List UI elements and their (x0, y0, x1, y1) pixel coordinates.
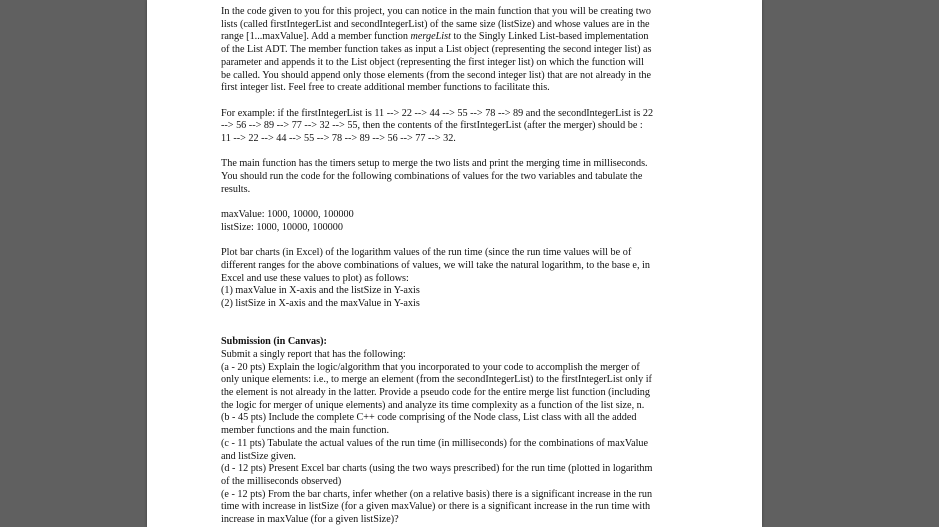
text-line: of the milliseconds observed) (221, 475, 342, 487)
text-line: be called. You should append only those elements (from the second integer list) that are not already in the (221, 69, 652, 81)
text-line: member functions and the main function. (221, 425, 390, 437)
text-line: parameter and appends it to the List object (representing the first integer list) on which the function will (221, 56, 644, 68)
text-line: The main function has the timers setup to merge the two lists and print the merging time in milliseconds. (221, 158, 648, 170)
spacer (221, 197, 694, 210)
spacer (221, 95, 694, 108)
text-line: the element is not already in the latter. Provide a pseudo code for the entire merge list function (including (221, 387, 650, 399)
text-line: and listSize given. (221, 450, 296, 462)
timers-paragraph (221, 158, 694, 196)
submission-paragraph (221, 336, 694, 527)
intro-paragraph (221, 6, 694, 95)
text-line: range [1...maxValue]. Add a member function (221, 31, 411, 43)
text-line: lists (called firstIntegerList and secondIntegerList) of the same size (listSize) and whose values are in the (221, 18, 650, 30)
text-line: (e - 12 pts) From the bar charts, infer whether (on a relative basis) there is a significant increase in the run (221, 488, 653, 500)
spacer (221, 146, 694, 159)
text-line: maxValue: 1000, 10000, 100000 (221, 209, 354, 221)
text-line: (c - 11 pts) Tabulate the actual values of the run time (in milliseconds) for the combinations of maxValue (221, 437, 649, 449)
text-line: of the List ADT. The member function takes as input a List object (representing the second integer list) as (221, 44, 652, 56)
text-line: (a - 20 pts) Explain the logic/algorithm that you incorporated to your code to accomplish the merger of (221, 361, 640, 373)
text-line: In the code given to you for this project, you can notice in the main function that you will be creating two (221, 6, 652, 17)
text-line: (2) listSize in X-axis and the maxValue in Y-axis (221, 298, 420, 310)
function-name: mergeList (410, 31, 451, 43)
text-line: You should run the code for the following combinations of values for the two variables and tabulate the (221, 171, 643, 183)
spacer (221, 235, 694, 248)
text-line: (d - 12 pts) Present Excel bar charts (using the two ways prescribed) for the run time (plotted in logarithm (221, 463, 653, 475)
page-content (221, 6, 694, 527)
text-line: Plot bar charts (in Excel) of the logarithm values of the run time (since the run time values will be of (221, 247, 632, 259)
text-line: first integer list. Feel free to create additional member functions to facilitate this. (221, 82, 550, 94)
text-line: For example: if the firstIntegerList is 11 --> 22 --> 44 --> 55 --> 78 --> 89 and the secondIntegerList is 22 (221, 107, 654, 119)
document-page (147, 0, 762, 527)
text-line: (1) maxValue in X-axis and the listSize in Y-axis (221, 285, 420, 297)
text-line: Submit a singly report that has the following: (221, 348, 406, 360)
text-line: to the Singly Linked List-based implementation (450, 31, 649, 43)
submission-heading: Submission (in Canvas): (221, 336, 327, 348)
text-line: increase in maxValue (for a given listSize)? (221, 514, 399, 526)
text-line: listSize: 1000, 10000, 100000 (221, 221, 343, 233)
text-line: Excel and use these values to plot) as follows: (221, 272, 409, 284)
text-line: results. (221, 183, 251, 195)
text-line: different ranges for the above combinations of values, we will take the natural logarithm, to the base e, in (221, 260, 650, 271)
text-line: 11 --> 22 --> 44 --> 55 --> 78 --> 89 --> 56 --> 77 --> 32. (221, 133, 456, 145)
text-line: the logic for merger of unique elements) and analyze its time complexity as a function of the list size, n. (221, 399, 645, 411)
spacer (221, 311, 694, 336)
plot-paragraph (221, 247, 694, 311)
example-paragraph (221, 108, 694, 146)
text-line: only unique elements: i.e., to merge an element (from the secondIntegerList) to the firstIntegerList only if (221, 374, 652, 386)
text-line: --> 56 --> 89 --> 77 --> 32 --> 55, then the contents of the firstIntegerList (after the merger) should be : (221, 120, 643, 132)
text-line: time with increase in listSize (for a given maxValue) or there is a significant increase in the run time with (221, 501, 651, 513)
text-line: (b - 45 pts) Include the complete C++ code comprising of the Node class, List class with all the added (221, 412, 637, 424)
values-paragraph (221, 209, 694, 234)
